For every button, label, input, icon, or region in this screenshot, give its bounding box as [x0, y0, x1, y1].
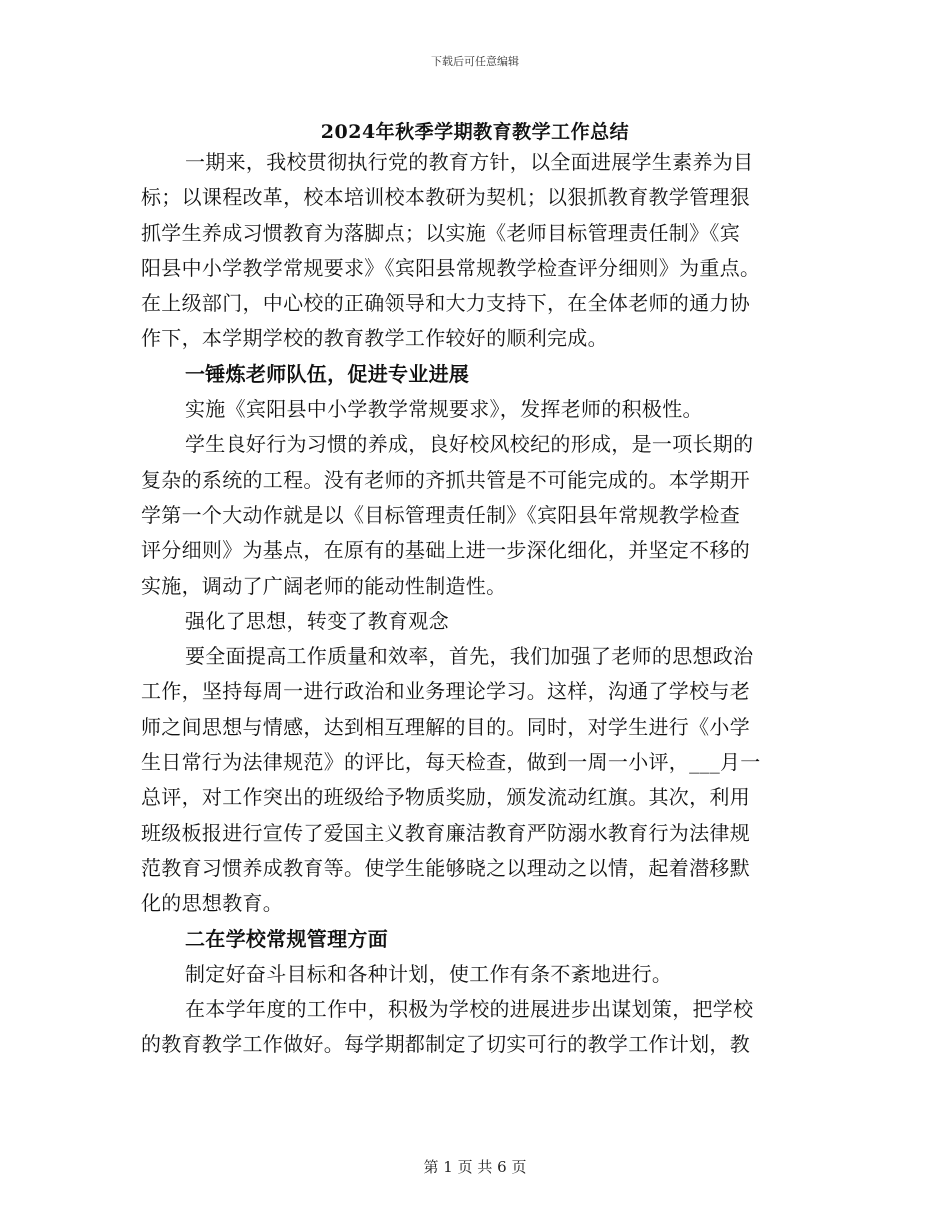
- body-line: 实施，调动了广阔老师的能动性制造性。: [141, 573, 507, 598]
- body-line: 学第一个大动作就是以《目标管理责任制》《宾阳县年常规教学检查: [141, 502, 740, 527]
- section-heading: 一锤炼老师队伍，促进专业进展: [185, 361, 470, 386]
- body-line: 评分细则》为基点，在原有的基础上进一步深化细化，并坚定不移的: [141, 538, 750, 563]
- body-line: 阳县中小学教学常规要求》《宾阳县常规教学检查评分细则》为重点。: [141, 255, 761, 280]
- body-line: 作下，本学期学校的教育教学工作较好的顺利完成。: [141, 326, 608, 351]
- body-line: 在本学年度的工作中，积极为学校的进展进步出谋划策，把学校: [185, 997, 754, 1022]
- body-line: 的教育教学工作做好。每学期都制定了切实可行的教学工作计划，教: [141, 1032, 750, 1057]
- body-line: 在上级部门，中心校的正确领导和大力支持下，在全体老师的通力协: [141, 291, 750, 316]
- body-line: 班级板报进行宣传了爱国主义教育廉洁教育严防溺水教育行为法律规: [141, 820, 750, 845]
- body-line: 抓学生养成习惯教育为落脚点；以实施《老师目标管理责任制》《宾: [141, 220, 740, 245]
- body-line: 化的思想教育。: [141, 891, 284, 916]
- body-line: 制定好奋斗目标和各种计划，使工作有条不紊地进行。: [185, 961, 673, 986]
- page-footer: 第 1 页 共 6 页: [423, 1158, 527, 1176]
- body-line: 强化了思想，转变了教育观念: [185, 608, 449, 633]
- document-title: 2024年秋季学期教育教学工作总结: [320, 121, 630, 143]
- body-line: 一期来，我校贯彻执行党的教育方针，以全面进展学生素养为目: [185, 150, 754, 174]
- body-line: 师之间思想与情感，达到相互理解的目的。同时，对学生进行《小学: [141, 714, 750, 739]
- document-body: [141, 145, 809, 1063]
- body-line: 要全面提高工作质量和效率，首先，我们加强了老师的思想政治: [185, 644, 754, 669]
- page-header: 下载后可任意编辑: [431, 55, 519, 68]
- body-line: 范教育习惯养成教育等。使学生能够晓之以理动之以情，起着潜移默: [141, 855, 750, 880]
- body-line: 生日常行为法律规范》的评比，每天检查，做到一周一小评，___月一: [141, 750, 761, 775]
- body-line: 工作，坚持每周一进行政治和业务理论学习。这样，沟通了学校与老: [141, 679, 750, 704]
- body-line: 实施《宾阳县中小学教学常规要求》，发挥老师的积极性。: [185, 397, 703, 422]
- section-heading: 二在学校常规管理方面: [185, 926, 388, 951]
- body-line: 总评，对工作突出的班级给予物质奖励，颁发流动红旗。其次，利用: [141, 785, 750, 810]
- body-line: 复杂的系统的工程。没有老师的齐抓共管是不可能完成的。本学期开: [141, 467, 750, 492]
- body-line: 标；以课程改革，校本培训校本教研为契机；以狠抓教育教学管理狠: [141, 185, 750, 210]
- body-line: 学生良好行为习惯的养成，良好校风校纪的形成，是一项长期的: [185, 432, 754, 457]
